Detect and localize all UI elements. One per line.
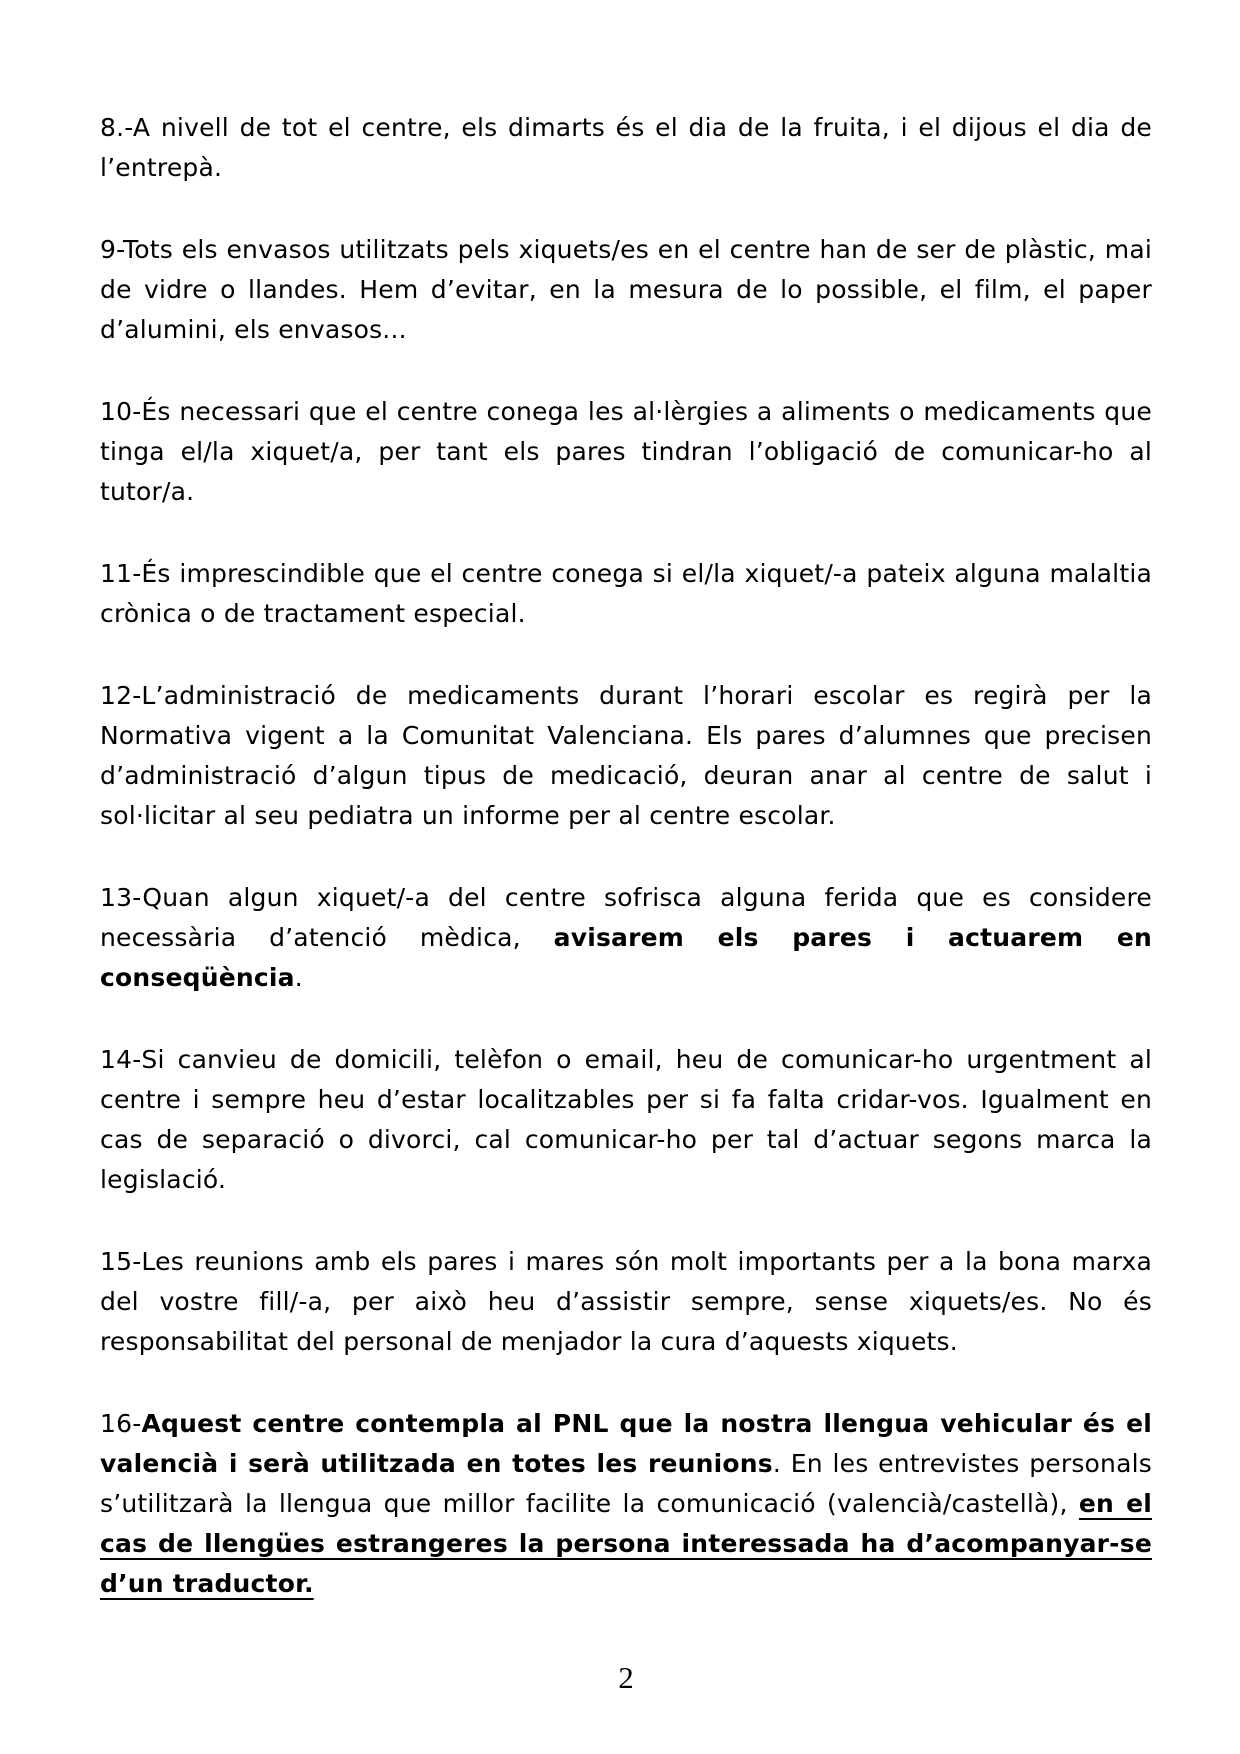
paragraph-13 xyxy=(100,878,1152,998)
paragraph-13-text-period: . xyxy=(294,963,303,992)
paragraph-14 xyxy=(100,1040,1152,1200)
paragraph-16-number-prefix: 16- xyxy=(100,1409,142,1438)
paragraph-15 xyxy=(100,1242,1152,1362)
paragraph-12 xyxy=(100,676,1152,836)
paragraph-13-text-bold: avisarem els pares i actuarem en conseqüència xyxy=(100,923,1152,992)
paragraph-12-text: 12-L’administració de medicaments durant l’horari escolar es regirà per la Normativa vigent a la Comunitat Valenciana. Els pares d’alumnes que precisen d’administració d’algun tipus de medicació, deuran anar al centre de salut i sol·licitar al seu pediatra un informe per al centre escolar. xyxy=(100,681,1152,830)
paragraph-15-text: 15-Les reunions amb els pares i mares són molt importants per a la bona marxa del vostre fill/-a, per això heu d’assistir sempre, sense xiquets/es. No és responsabilitat del personal de menjador la cura d’aquests xiquets. xyxy=(100,1247,1152,1356)
paragraph-16 xyxy=(100,1404,1152,1604)
page-number: 2 xyxy=(618,1660,634,1695)
paragraph-16-text-bold-underline: en el cas de llengües estrangeres la persona interessada ha d’acompanyar-se d’un traductor. xyxy=(100,1489,1152,1598)
paragraph-13-text-regular: 13-Quan algun xiquet/-a del centre sofrisca alguna ferida que es considere necessària d’atenció mèdica, xyxy=(100,883,1152,952)
paragraph-16-text-bold: Aquest centre contempla al PNL que la nostra llengua vehicular és el valencià i serà utilitzada en totes les reunions xyxy=(100,1409,1152,1478)
paragraph-11 xyxy=(100,554,1152,634)
paragraph-16-text-regular: . En les entrevistes personals s’utilitzarà la llengua que millor facilite la comunicació (valencià/castellà), xyxy=(100,1449,1152,1518)
paragraph-10 xyxy=(100,392,1152,512)
paragraph-11-text: 11-És imprescindible que el centre conega si el/la xiquet/-a pateix alguna malaltia crònica o de tractament especial. xyxy=(100,559,1152,628)
paragraph-8 xyxy=(100,108,1152,188)
paragraph-14-text: 14-Si canvieu de domicili, telèfon o email, heu de comunicar-ho urgentment al centre i sempre heu d’estar localitzables per si fa falta cridar-vos. Igualment en cas de separació o divorci, cal comunicar-ho per tal d’actuar segons marca la legislació. xyxy=(100,1045,1152,1194)
paragraph-9-text: 9-Tots els envasos utilitzats pels xiquets/es en el centre han de ser de plàstic, mai de vidre o llandes. Hem d’evitar, en la mesura de lo possible, el film, el paper d’alumini, els envasos... xyxy=(100,235,1152,344)
paragraph-8-text: 8.-A nivell de tot el centre, els dimarts és el dia de la fruita, i el dijous el dia de l’entrepà. xyxy=(100,113,1152,182)
paragraph-10-text: 10-És necessari que el centre conega les al·lèrgies a aliments o medicaments que tinga el/la xiquet/a, per tant els pares tindran l’obligació de comunicar-ho al tutor/a. xyxy=(100,397,1152,506)
paragraph-9 xyxy=(100,230,1152,350)
